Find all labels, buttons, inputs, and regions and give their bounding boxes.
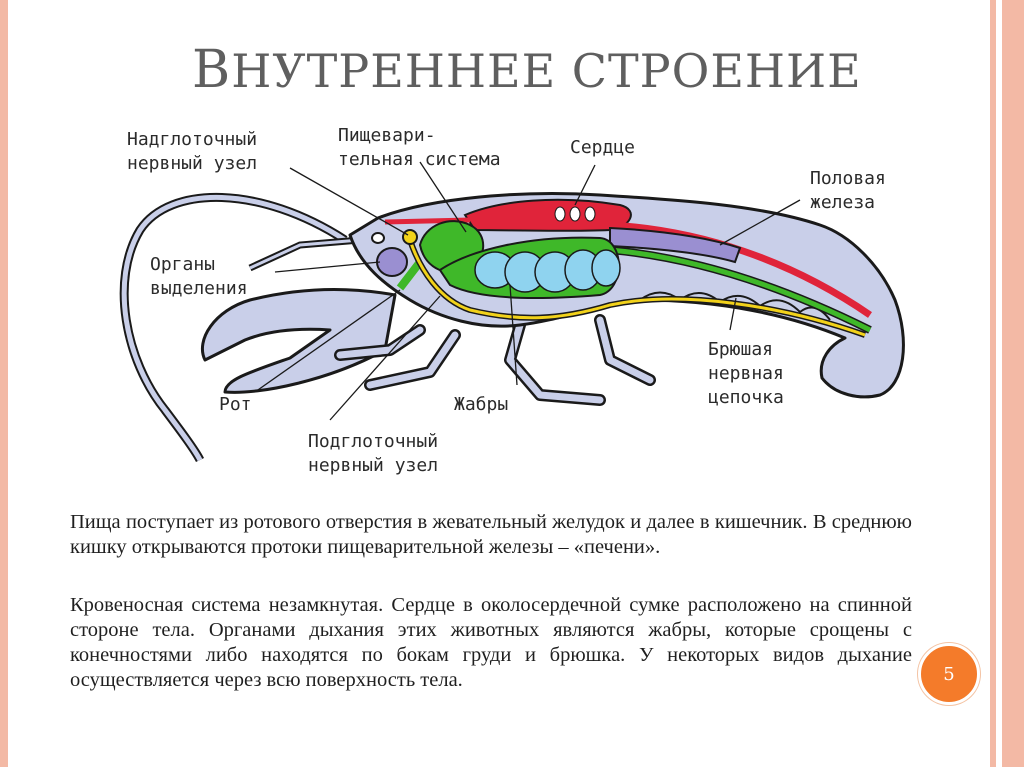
label-mouth: Рот: [219, 394, 252, 415]
label-ventral-nerve-cord: Брюшая нервная цепочка: [708, 339, 784, 408]
label-gills: Жабры: [454, 394, 509, 415]
slide-title: ВНУТРЕННЕЕ СТРОЕНИЕ: [192, 40, 862, 100]
paragraph-circulation: Кровеносная система незамкнутая. Сердце в околосердечной сумке расположено на спинной стороне тела. Органами дыхания этих животных являются жабры, которые срощены с конечностями либо находятся по бокам груди и брюшка. У некоторых видов дыхание осуществляется через всю поверхность тела.: [70, 594, 912, 691]
claw: [202, 290, 395, 393]
label-digestive-system: Пищевари- тельная система: [338, 125, 501, 170]
supraesophageal-ganglion: [403, 230, 417, 244]
paragraph-digestion: Пища поступает из ротового отверстия в жевательный желудок и далее в кишечник. В среднюю кишку открываются протоки пищеварительной железы – «печени».: [70, 511, 912, 558]
label-heart: Сердце: [570, 137, 636, 158]
label-supraesophageal-ganglion: Надглоточный нервный узел: [127, 129, 258, 174]
label-excretory-organs: Органы выделения: [150, 254, 248, 299]
eye: [372, 233, 384, 243]
label-gonad: Половая железа: [810, 168, 886, 213]
page-number-badge: 5: [918, 643, 980, 705]
excretory-organ: [377, 248, 407, 276]
label-subesophageal-ganglion: Подглоточный нервный узел: [308, 431, 439, 476]
